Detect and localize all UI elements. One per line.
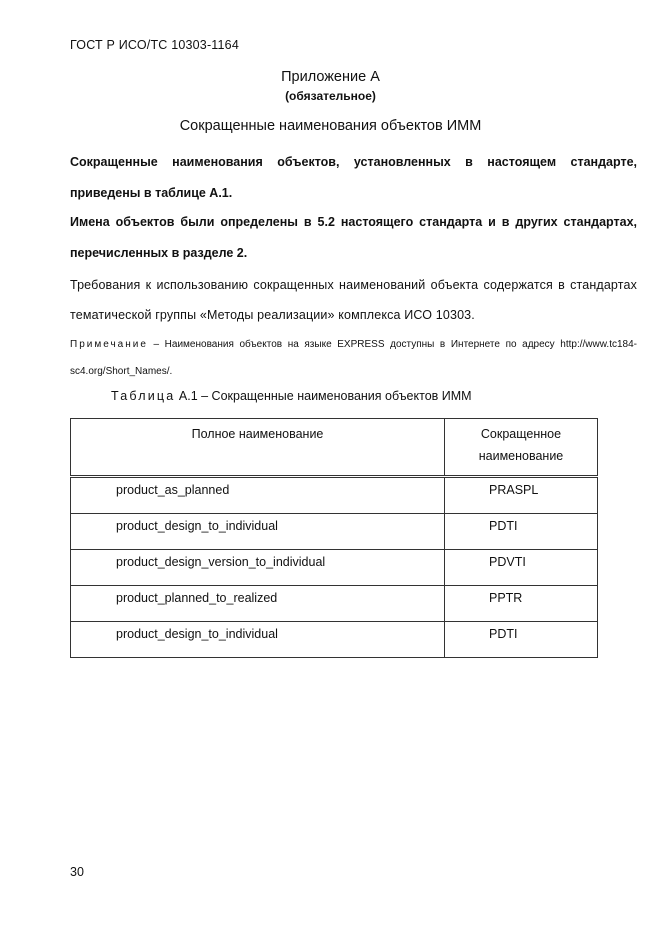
annex-title: Приложение А <box>281 69 380 85</box>
table-caption <box>111 389 472 403</box>
note <box>70 331 637 385</box>
full-name-cell: product_design_to_individual <box>71 622 445 658</box>
short-name-cell: PDTI <box>445 514 598 550</box>
table-caption-label: Таблица <box>111 389 176 403</box>
full-name-cell: product_design_version_to_individual <box>71 550 445 586</box>
table-row <box>71 477 598 514</box>
full-name-cell: product_design_to_individual <box>71 514 445 550</box>
paragraph-1: Сокращенные наименования объектов, установленных в настоящем стандарте, приведены в таблице А.1. <box>70 155 637 200</box>
header-full-name: Полное наименование <box>71 419 445 477</box>
short-name-cell: PDVTI <box>445 550 598 586</box>
table-row <box>71 622 598 658</box>
full-name-cell: product_planned_to_realized <box>71 586 445 622</box>
header-short-name: Сокращенное наименование <box>445 419 598 477</box>
table-header-row <box>71 419 598 477</box>
table-row <box>71 586 598 622</box>
annex-status: (обязательное) <box>285 89 376 103</box>
paragraph-3: Требования к использованию сокращенных наименований объекта содержатся в стандартах тематической группы «Методы реализации» комплекса ИСО 10303. <box>70 278 637 322</box>
table-row <box>71 550 598 586</box>
section-title: Сокращенные наименования объектов ИММ <box>179 118 482 134</box>
note-text: – Наименования объектов на языке EXPRESS доступны в Интернете по адресу http://www.tc184-sc4.org/Short_Names/. <box>70 339 637 377</box>
page-number: 30 <box>70 865 84 879</box>
short-name-cell: PDTI <box>445 622 598 658</box>
note-label: Примечание <box>70 339 148 350</box>
short-name-cell: PRASPL <box>445 477 598 514</box>
standard-code: ГОСТ Р ИСО/ТС 10303-1164 <box>70 38 239 52</box>
paragraph-2: Имена объектов были определены в 5.2 настоящего стандарта и в других стандартах, перечисленных в разделе 2. <box>70 215 637 260</box>
abbreviations-table <box>70 418 598 658</box>
table-caption-text: А.1 – Сокращенные наименования объектов ИММ <box>175 389 472 403</box>
short-name-cell: PPTR <box>445 586 598 622</box>
table-row <box>71 514 598 550</box>
full-name-cell: product_as_planned <box>71 477 445 514</box>
